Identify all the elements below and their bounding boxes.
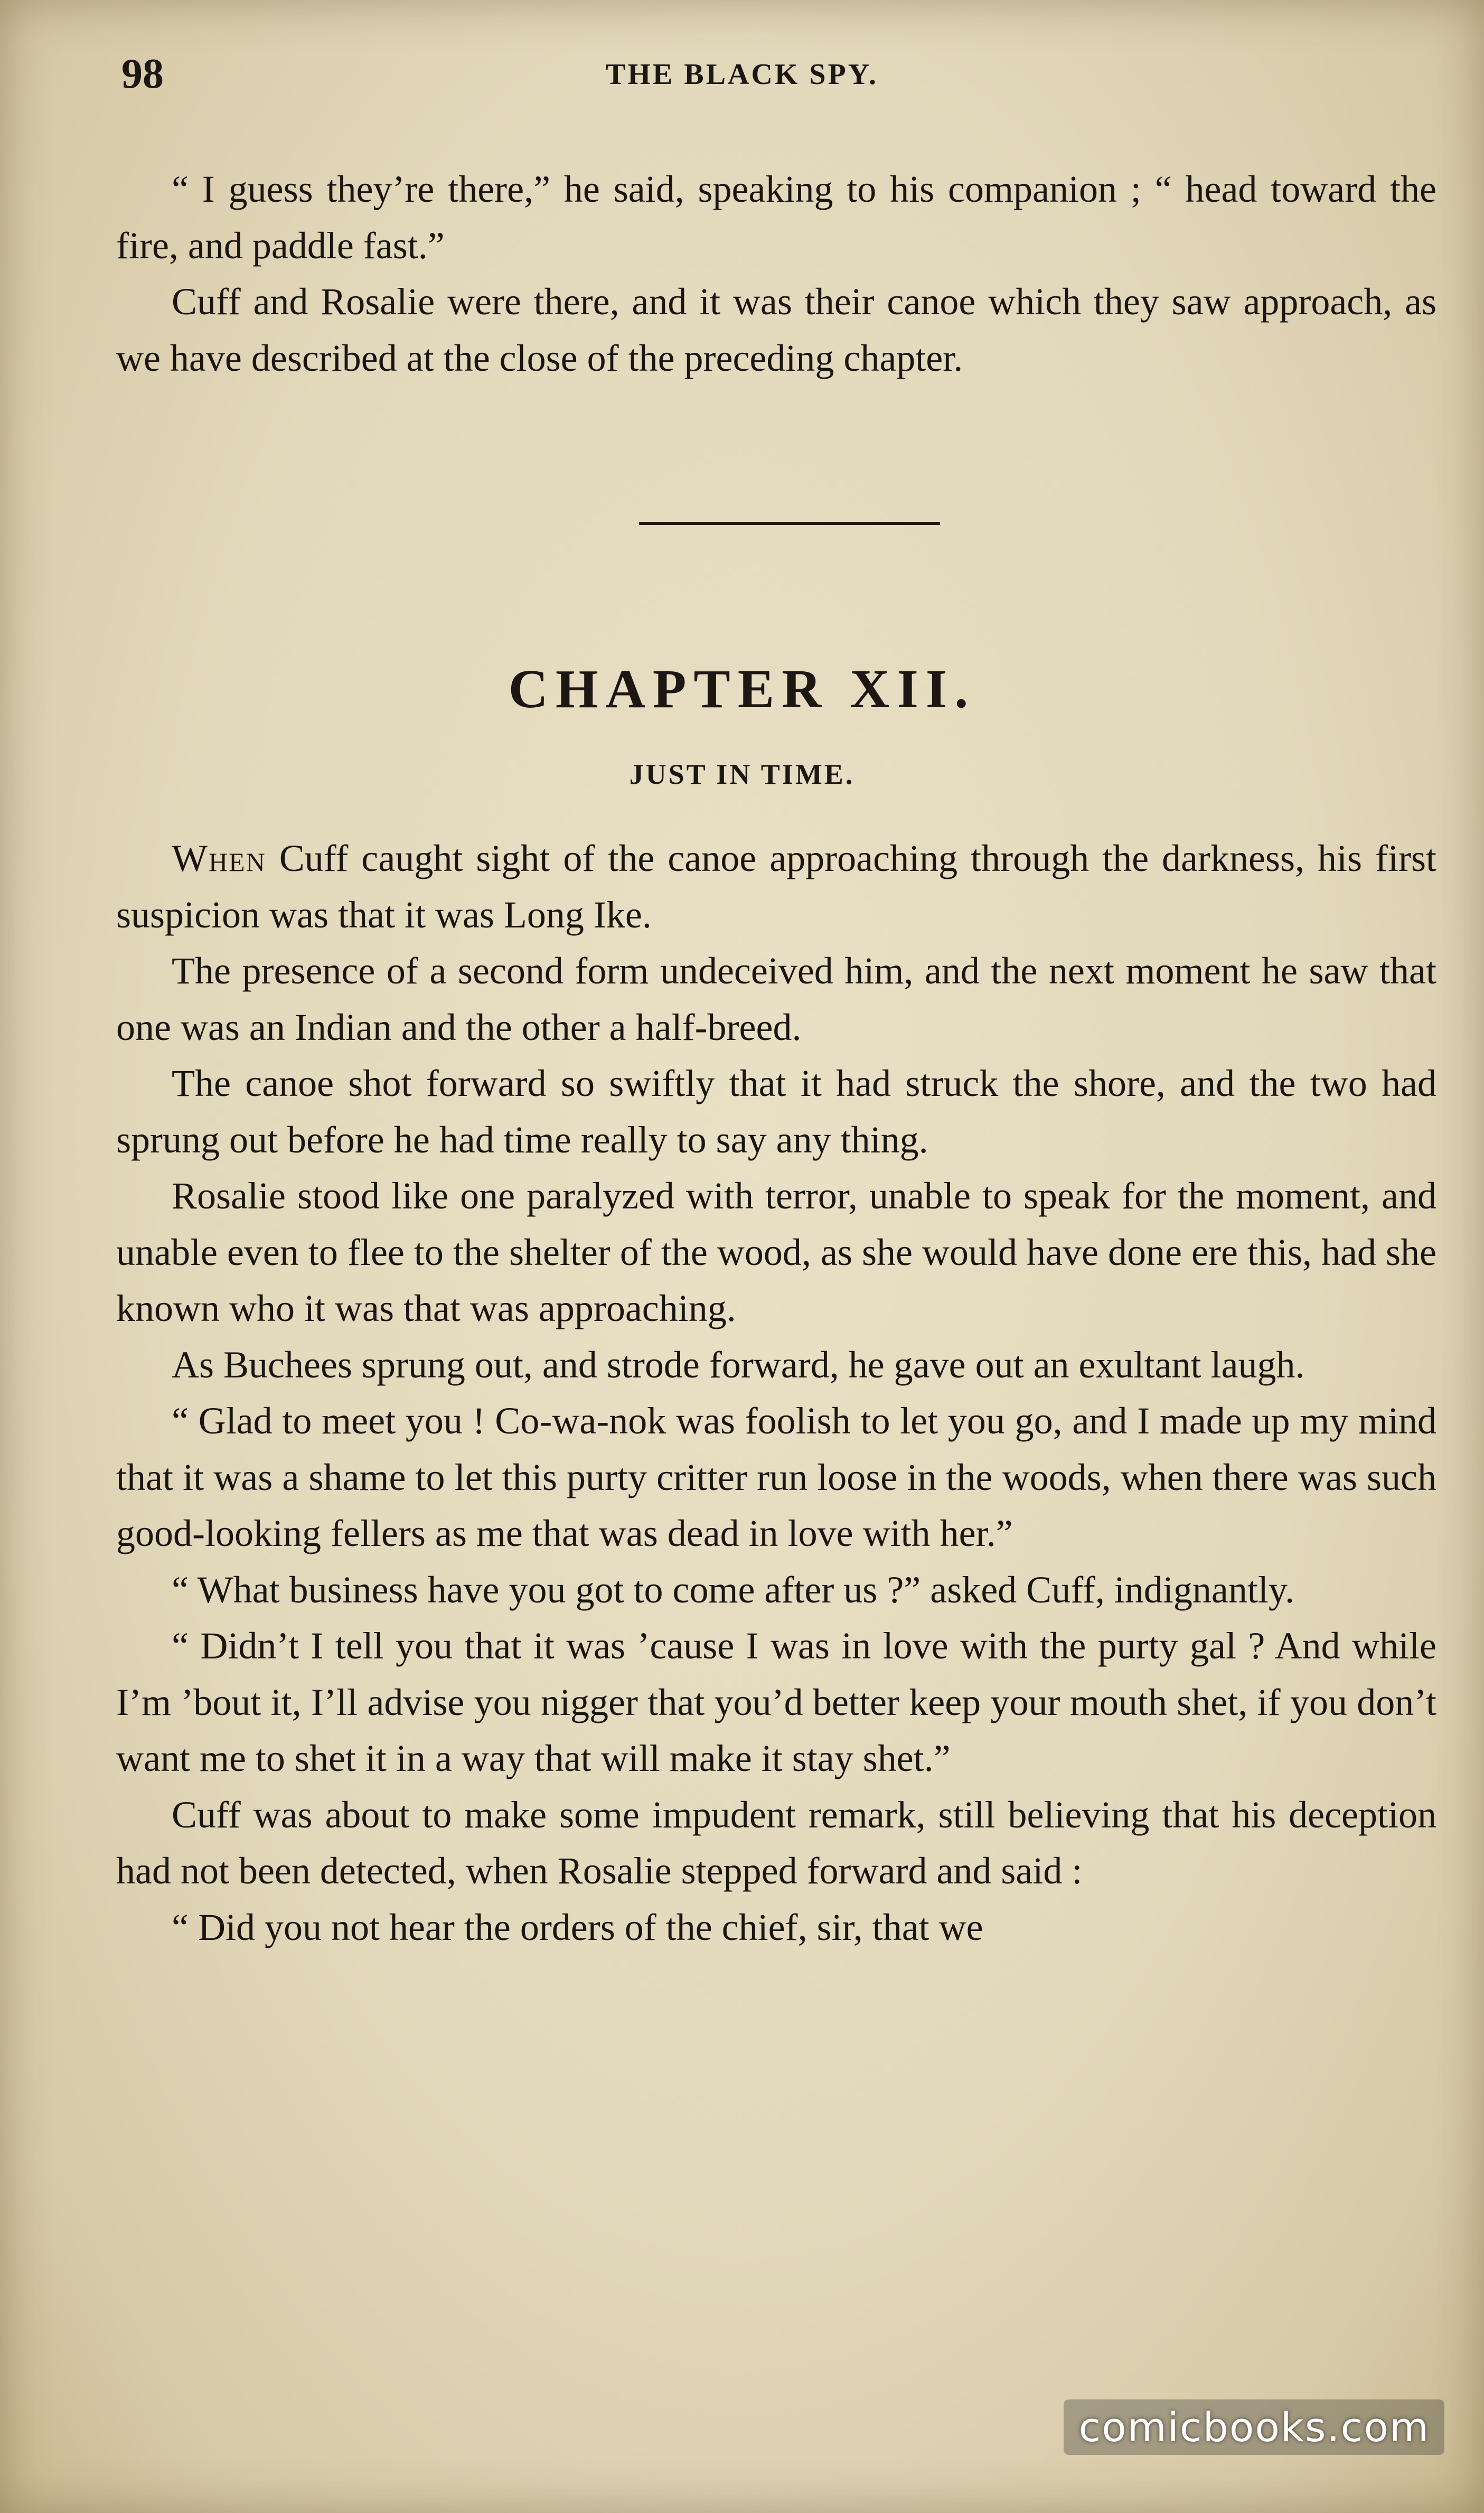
paragraph: “ Did you not hear the orders of the chief, sir, that we <box>172 1906 983 1948</box>
paragraph: The canoe shot forward so swiftly that it had struck the shore, and the two had sprung out before he had time really to say any thing. <box>116 1062 1436 1161</box>
chapter-body <box>116 830 1436 1955</box>
lead-word: When <box>172 837 266 879</box>
paragraph: “ I guess they’re there,” he said, speaking to his companion ; “ head toward the fire, and paddle fast.” <box>116 168 1436 267</box>
paragraph-text: Cuff caught sight of the canoe approaching through the darkness, his first suspicion was that it was Long Ike. <box>116 837 1436 936</box>
paragraph: “ Glad to meet you ! Co-wa-nok was foolish to let you go, and I made up my mind that it was a shame to let this purty critter run loose in the woods, when there was such good-looking fellers as me that was dead in love with her.” <box>116 1400 1436 1554</box>
chapter-subtitle: JUST IN TIME. <box>629 758 855 790</box>
paragraph: “ What business have you got to come after us ?” asked Cuff, indignantly. <box>172 1568 1295 1611</box>
page-number: 98 <box>121 51 164 97</box>
paragraph <box>116 830 1436 943</box>
running-head <box>111 50 1373 98</box>
paragraph: Rosalie stood like one paralyzed with terror, unable to speak for the moment, and unable even to flee to the shelter of the wood, as she would have done ere this, had she known who it was that was approaching. <box>116 1175 1436 1329</box>
running-title: THE BLACK SPY. <box>605 58 879 91</box>
paragraph: The presence of a second form undeceived him, and the next moment he saw that one was an Indian and the other a half-breed. <box>116 950 1436 1048</box>
paragraph: As Buchees sprung out, and strode forward, he gave out an exultant laugh. <box>172 1343 1305 1386</box>
paragraph: Cuff was about to make some impudent remark, still believing that his deception had not been detected, when Rosalie stepped forward and said : <box>116 1793 1436 1892</box>
section-divider-rule <box>639 522 940 525</box>
chapter-title: CHAPTER XII. <box>508 659 976 719</box>
top-section <box>116 161 1436 386</box>
paragraph: “ Didn’t I tell you that it was ’cause I was in love with the purty gal ? And while I’m ’bout it, I’ll advise you nigger that you’d better keep your mouth shet, if you don’t want me to shet it in a way that will make it stay shet.” <box>116 1625 1436 1779</box>
paragraph: Cuff and Rosalie were there, and it was their canoe which they saw approach, as we have described at the close of the preceding chapter. <box>116 280 1436 379</box>
watermark: comicbooks.com <box>1064 2399 1444 2455</box>
